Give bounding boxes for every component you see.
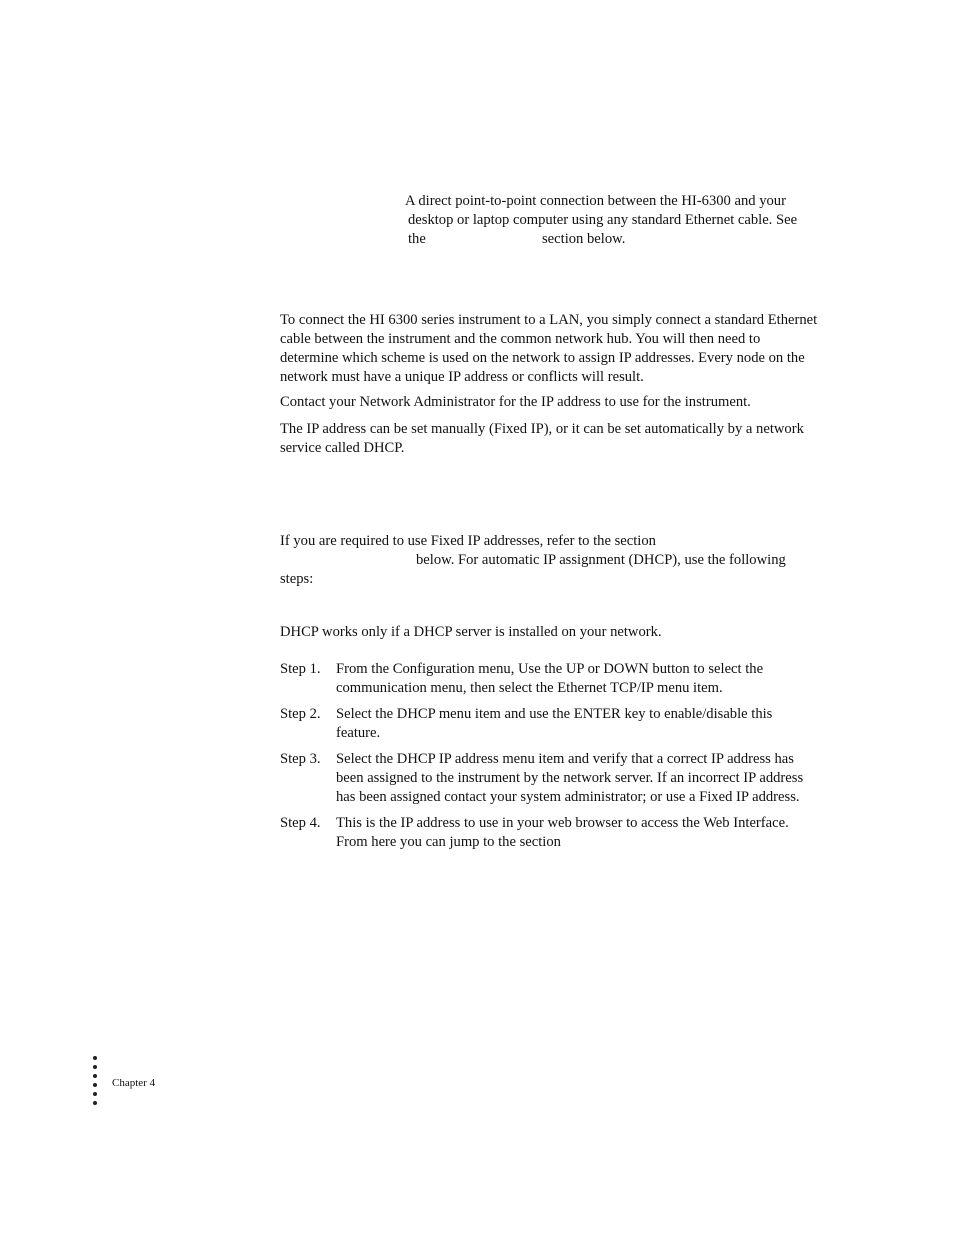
step-line: From the Configuration menu, Use the UP or DOWN button to select the (336, 661, 764, 677)
margin-dot (93, 1056, 97, 1060)
margin-dot (93, 1065, 97, 1069)
step-line: Select the DHCP menu item and use the ENTER key to enable/disable this (336, 706, 773, 722)
ip-setting-line: The IP address can be set manually (Fixed IP), or it can be set automatically by a network (280, 421, 804, 437)
step-line: communication menu, then select the Ethernet TCP/IP menu item. (336, 680, 723, 696)
step-item (280, 660, 820, 698)
lan-intro-line: determine which scheme is used on the network to assign IP addresses. Every node on the (280, 350, 805, 366)
ip-setting-line: service called DHCP. (280, 440, 405, 456)
direct-connection-line-1: A direct point-to-point connection between the HI-6300 and your (405, 193, 786, 209)
step-item (280, 705, 820, 743)
step-item (280, 814, 820, 852)
step-line: feature. (336, 725, 381, 741)
step-line: This is the IP address to use in your web browser to access the Web Interface. (336, 815, 789, 831)
margin-dot (93, 1092, 97, 1096)
lan-intro-line: To connect the HI 6300 series instrument to a LAN, you simply connect a standard Ethernet (280, 312, 818, 328)
step-label: Step 1. (280, 661, 321, 677)
step-label: Step 3. (280, 751, 321, 767)
fixed-ip-reference-line: If you are required to use Fixed IP addresses, refer to the section (280, 533, 656, 549)
step-line: been assigned to the instrument by the network server. If an incorrect IP address (336, 770, 804, 786)
fixed-ip-reference-line: below. For automatic IP assignment (DHCP), use the following (416, 552, 786, 568)
fixed-ip-reference-line: steps: (280, 571, 314, 587)
direct-connection-line-3-end: section below. (542, 231, 626, 247)
margin-dot (93, 1074, 97, 1078)
dhcp-note-text: DHCP works only if a DHCP server is installed on your network. (280, 624, 662, 640)
margin-dot-leader (93, 1056, 99, 1110)
step-line: From here you can jump to the section (336, 834, 561, 850)
margin-dot (93, 1083, 97, 1087)
chapter-footer: Chapter 4 (112, 1077, 156, 1089)
step-label: Step 2. (280, 706, 321, 722)
direct-connection-line-2: desktop or laptop computer using any standard Ethernet cable. See (408, 212, 798, 228)
lan-intro-line: cable between the instrument and the common network hub. You will then need to (280, 331, 761, 347)
lan-intro-line: network must have a unique IP address or conflicts will result. (280, 369, 644, 385)
contact-admin-line: Contact your Network Administrator for the IP address to use for the instrument. (280, 394, 751, 410)
step-line: Select the DHCP IP address menu item and verify that a correct IP address has (336, 751, 794, 767)
margin-dot (93, 1101, 97, 1105)
direct-connection-line-3-start: the (408, 231, 426, 247)
step-line: has been assigned contact your system administrator; or use a Fixed IP address. (336, 789, 800, 805)
step-label: Step 4. (280, 815, 321, 831)
step-item (280, 750, 820, 807)
